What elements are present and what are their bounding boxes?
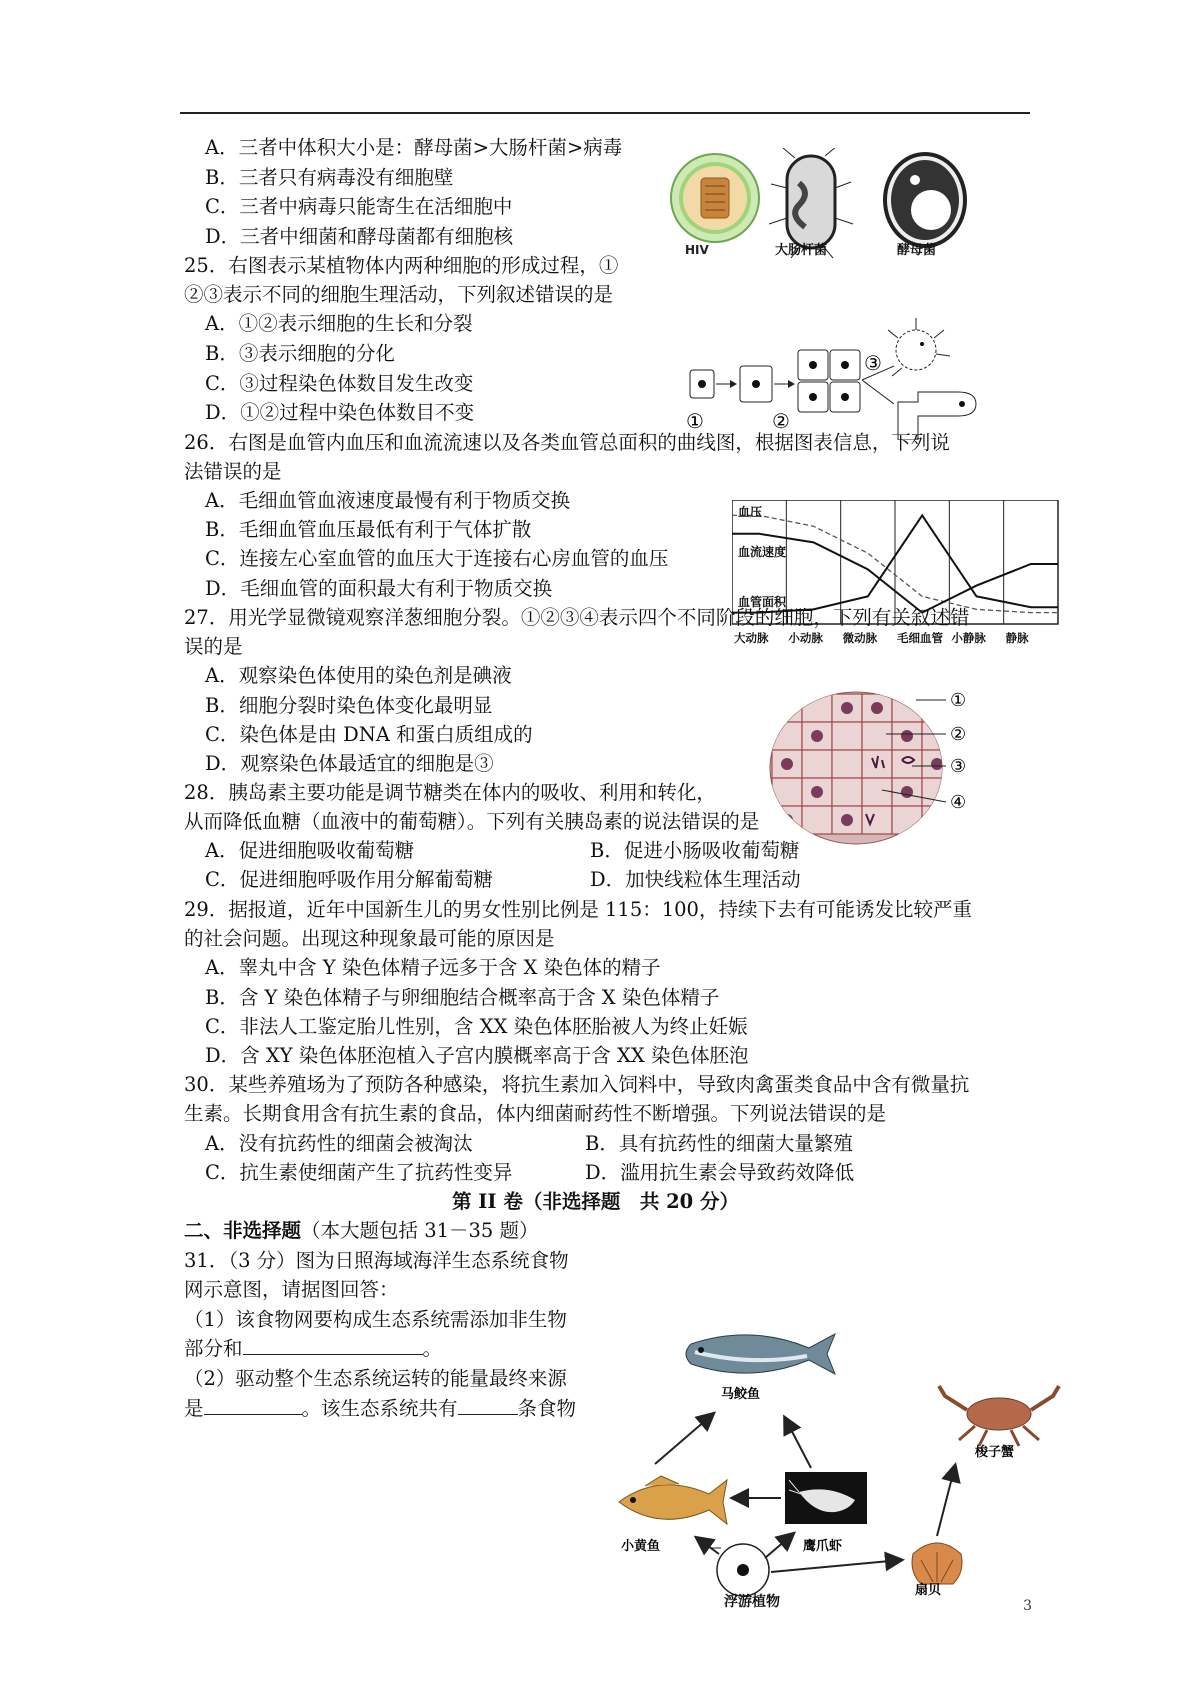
- q31-part1-line1: （1）该食物网要构成生态系统需添加非生物: [184, 1308, 567, 1331]
- q31-part1-text: 部分和: [184, 1337, 243, 1360]
- q31-part2-mid: 。该生态系统共有: [301, 1397, 458, 1420]
- q30-option-d: D．滥用抗生素会导致药效降低: [585, 1161, 855, 1184]
- q29-option-a: A．睾丸中含 Y 染色体精子远多于含 X 染色体的精子: [205, 956, 661, 979]
- arrow-scallop-crab: [937, 1466, 955, 1536]
- q31-chain-count-blank[interactable]: [458, 1394, 518, 1415]
- series-label-pressure: 血压: [738, 505, 763, 519]
- q25-option-b: B．③表示细胞的分化: [205, 342, 395, 365]
- q30-option-a: A．没有抗药性的细菌会被淘汰: [205, 1132, 473, 1155]
- q27-option-c: C．染色体是由 DNA 和蛋白质组成的: [205, 723, 533, 746]
- q31-energy-source-blank[interactable]: [204, 1394, 302, 1415]
- q30-stem-line1: 30．某些养殖场为了预防各种感染，将抗生素加入饲料中，导致肉禽蛋类食品中含有微量抗: [184, 1073, 970, 1096]
- q31-part1-line2: [184, 1333, 442, 1365]
- q26-stem-line1: 26．右图是血管内血压和血流流速以及各类血管总面积的曲线图，根据图表信息，下列说: [184, 431, 950, 454]
- section-2-heading: [184, 1215, 539, 1247]
- q30-option-b: B．具有抗药性的细菌大量繁殖: [585, 1132, 853, 1155]
- q25-stem-line2: ②③表示不同的细胞生理活动，下列叙述错误的是: [184, 283, 614, 306]
- x-tick-label: 小静脉: [951, 631, 986, 645]
- yeast-illustration: [883, 152, 967, 248]
- mackerel-label: 马鲛鱼: [721, 1387, 761, 1402]
- q29-stem-line1: 29．据报道，近年中国新生儿的男女性别比例是 115：100，持续下去有可能诱发比较严重: [184, 898, 972, 921]
- q31-part1-end: 。: [422, 1337, 443, 1360]
- crab-label: 梭子蟹: [975, 1445, 1015, 1460]
- x-tick-label: 微动脉: [842, 631, 878, 645]
- q27-stem-line1: 27．用光学显微镜观察洋葱细胞分裂。①②③④表示四个不同阶段的细胞，下列有关叙述错: [184, 606, 970, 629]
- q25-option-d: D．①②过程中染色体数目不变: [205, 401, 475, 424]
- q26-option-a: A．毛细血管血液速度最慢有利于物质交换: [205, 489, 571, 512]
- q26-stem-line2: 法错误的是: [184, 460, 282, 483]
- q24-option-a: A．三者中体积大小是：酵母菌>大肠杆菌>病毒: [205, 136, 623, 159]
- step-1-label: ①: [686, 409, 704, 433]
- q29-stem-line2: 的社会问题。出现这种现象最可能的原因是: [184, 927, 555, 950]
- phytoplankton-label: 浮游植物: [724, 1594, 780, 1610]
- q29-option-d: D．含 XY 染色体胚泡植入子宫内膜概率高于含 XX 染色体胚泡: [205, 1044, 749, 1067]
- x-tick-label: 毛细血管: [897, 631, 943, 645]
- q26-option-b: B．毛细血管血压最低有利于气体扩散: [205, 518, 532, 541]
- q28-option-b: B．促进小肠吸收葡萄糖: [590, 839, 800, 862]
- scallop-label: 扇贝: [915, 1583, 942, 1598]
- q28-option-c: C．促进细胞呼吸作用分解葡萄糖: [205, 868, 493, 891]
- page-number: 3: [1023, 1598, 1032, 1614]
- step-3-label: ③: [864, 351, 882, 375]
- series-label-area: 血管面积: [738, 595, 787, 609]
- x-tick-label: 小动脉: [788, 631, 823, 645]
- arrow-phyto-scallop: [771, 1560, 901, 1572]
- q24-option-c: C．三者中病毒只能寄生在活细胞中: [205, 195, 513, 218]
- q28-option-a: A．促进细胞吸收葡萄糖: [205, 839, 415, 862]
- q31-part2-end: 条食物: [517, 1397, 577, 1420]
- q31-stem-line1: 31．（3 分）图为日照海域海洋生态系统食物: [184, 1249, 569, 1272]
- header-rule: [180, 112, 1030, 114]
- section-2-title: 第 II 卷（非选择题 共 20 分）: [452, 1190, 740, 1213]
- q29-option-b: B．含 Y 染色体精子与卵细胞结合概率高于含 X 染色体精子: [205, 986, 720, 1009]
- arrow-croaker-mackerel: [655, 1414, 713, 1464]
- series-label-velocity: 血流速度: [738, 545, 787, 559]
- yeast-label: 酵母菌: [897, 243, 937, 258]
- scallop-illustration: [912, 1543, 962, 1584]
- q31-stem-line2: 网示意图，请据图回答：: [184, 1278, 399, 1301]
- q30-stem-line2: 生素。长期食用含有抗生素的食品，体内细菌耐药性不断增强。下列说法错误的是: [184, 1102, 887, 1125]
- q31-part2-line1: （2）驱动整个生态系统运转的能量最终来源: [184, 1367, 567, 1390]
- q24-option-d: D．三者中细菌和酵母菌都有细胞核: [205, 225, 514, 248]
- shrimp-label: 鹰爪虾: [803, 1539, 843, 1554]
- q27-option-a: A．观察染色体使用的染色剂是碘液: [205, 664, 512, 687]
- arrow-phyto-shrimp: [765, 1534, 793, 1558]
- marine-food-web-figure: [615, 1322, 1065, 1600]
- x-tick-label: 大动脉: [734, 631, 769, 645]
- q25-option-a: A．①②表示细胞的生长和分裂: [205, 312, 473, 335]
- step-2-label: ②: [772, 409, 790, 433]
- onion-root-tip-micrograph: [766, 690, 1016, 848]
- q24-microbe-figure: [665, 148, 1005, 284]
- q29-option-c: C．非法人工鉴定胎儿性别，含 XX 染色体胚胎被人为终止妊娠: [205, 1015, 748, 1038]
- micro-label-3: ③: [950, 756, 967, 777]
- croaker-label: 小黄鱼: [621, 1539, 661, 1554]
- q28-stem-line1: 28．胰岛素主要功能是调节糖类在体内的吸收、利用和转化，: [184, 781, 716, 804]
- hiv-illustration: [671, 154, 759, 242]
- q26-option-c: C．连接左心室血管的血压大于连接右心房血管的血压: [205, 547, 669, 570]
- micro-label-1: ①: [950, 690, 967, 711]
- section-2-heading-note: （本大题包括 31－35 题）: [301, 1219, 539, 1242]
- micro-label-4: ④: [950, 792, 967, 813]
- q31-part2-line2: [184, 1393, 576, 1425]
- q31-part1-answer-blank[interactable]: [243, 1334, 423, 1355]
- q28-option-d: D．加快线粒体生理活动: [590, 868, 801, 891]
- q25-stem-line1: 25．右图表示某植物体内两种细胞的形成过程，①: [184, 254, 619, 277]
- x-tick-label: 静脉: [1005, 631, 1029, 645]
- section-2-heading-label: 二、非选择题: [184, 1219, 302, 1242]
- q28-stem-line2: 从而降低血糖（血液中的葡萄糖）。下列有关胰岛素的说法错误的是: [184, 810, 760, 833]
- ecoli-illustration: [769, 148, 853, 258]
- q31-part2-text: 是: [184, 1397, 204, 1420]
- crab-illustration: [939, 1386, 1059, 1446]
- q26-option-d: D．毛细血管的面积最大有利于物质交换: [205, 577, 553, 600]
- q27-option-d: D．观察染色体最适宜的细胞是③: [205, 752, 494, 775]
- q30-option-c: C．抗生素使细菌产生了抗药性变异: [205, 1161, 513, 1184]
- q27-option-b: B．细胞分裂时染色体变化最明显: [205, 694, 493, 717]
- yellow-croaker-illustration: [619, 1476, 727, 1524]
- q24-option-b: B．三者只有病毒没有细胞壁: [205, 166, 454, 189]
- hiv-label: HIV: [685, 243, 709, 257]
- q25-cell-division-figure: [680, 310, 1020, 440]
- q27-stem-line2: 误的是: [184, 635, 243, 658]
- mackerel-illustration: [686, 1334, 835, 1374]
- arrow-shrimp-mackerel: [785, 1418, 811, 1468]
- micro-label-2: ②: [950, 724, 967, 745]
- ecoli-label: 大肠杆菌: [775, 243, 828, 258]
- q25-option-c: C．③过程染色体数目发生改变: [205, 372, 474, 395]
